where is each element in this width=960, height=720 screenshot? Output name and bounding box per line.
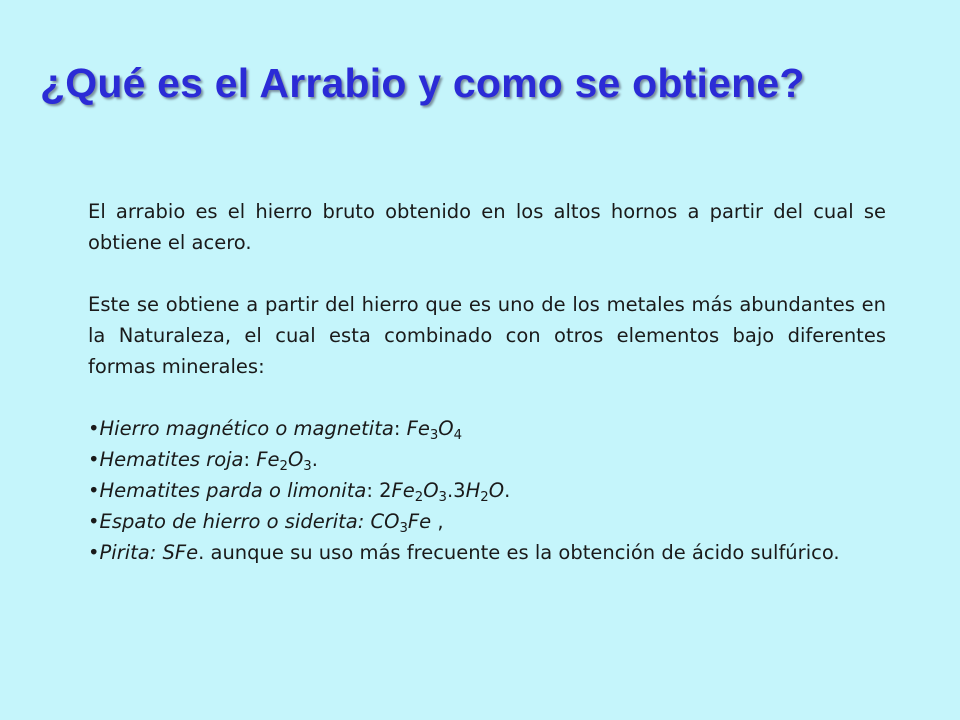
bullet-icon: • xyxy=(88,479,100,502)
mineral-formula xyxy=(256,448,312,475)
formula-subscript: 3 xyxy=(429,428,439,444)
mineral-item xyxy=(88,475,886,506)
formula-symbol: O xyxy=(488,479,505,502)
mineral-note: , xyxy=(431,510,444,533)
mineral-separator: : xyxy=(366,479,380,502)
bullet-icon: • xyxy=(88,448,100,471)
mineral-name: Espato de hierro o siderita: xyxy=(99,510,371,533)
formula-symbol: Fe xyxy=(406,417,430,440)
mineral-note: . xyxy=(504,479,511,502)
formula-subscript: 4 xyxy=(453,428,463,444)
mineral-item xyxy=(88,537,886,568)
slide-body xyxy=(88,196,886,568)
formula-symbol: 2 xyxy=(379,479,392,502)
formula-symbol: O xyxy=(438,417,454,440)
mineral-item xyxy=(88,506,886,537)
mineral-list xyxy=(88,413,886,568)
paragraph-spacer xyxy=(88,258,886,289)
formula-symbol: CO xyxy=(370,510,400,533)
formula-subscript: 3 xyxy=(303,459,312,475)
formula-symbol: Fe xyxy=(407,510,432,533)
paragraph-spacer xyxy=(88,382,886,413)
mineral-name: Hematites roja xyxy=(99,448,244,471)
slide-title: ¿Qué es el Arrabio y como se obtiene? xyxy=(40,60,805,106)
mineral-separator: : xyxy=(393,417,407,440)
mineral-name: Hierro magnético o magnetita xyxy=(99,417,394,440)
bullet-icon: • xyxy=(88,541,100,564)
paragraph-origin: Este se obtiene a partir del hierro que es uno de los metales más abundantes en la Naturaleza, el cual esta combinado con otros elementos bajo diferentes formas minerales: xyxy=(88,293,886,378)
formula-subscript: 3 xyxy=(438,490,447,506)
bullet-icon: • xyxy=(88,417,100,440)
mineral-formula xyxy=(379,479,505,506)
mineral-name: Hematites parda o limonita xyxy=(99,479,367,502)
mineral-formula xyxy=(406,417,463,444)
formula-symbol: .3 xyxy=(446,479,466,502)
formula-symbol: Fe xyxy=(391,479,415,502)
mineral-item xyxy=(88,444,886,475)
formula-subscript: 3 xyxy=(399,521,408,537)
formula-subscript: 2 xyxy=(414,490,424,506)
formula-subscript: 2 xyxy=(279,459,288,475)
mineral-formula xyxy=(370,510,432,537)
paragraph-definition: El arrabio es el hierro bruto obtenido en los altos hornos a partir del cual se obtiene el acero. xyxy=(88,200,886,254)
formula-symbol: Fe xyxy=(256,448,280,471)
mineral-name: Pirita: SFe xyxy=(99,541,199,564)
formula-symbol: O xyxy=(287,448,304,471)
mineral-note: . aunque su uso más frecuente es la obtención de ácido sulfúrico. xyxy=(198,541,840,564)
bullet-icon: • xyxy=(88,510,100,533)
formula-subscript: 2 xyxy=(480,490,489,506)
mineral-item xyxy=(88,413,886,444)
mineral-separator: : xyxy=(243,448,257,471)
mineral-note: . xyxy=(311,448,318,471)
formula-symbol: H xyxy=(465,479,481,502)
formula-symbol: O xyxy=(423,479,439,502)
